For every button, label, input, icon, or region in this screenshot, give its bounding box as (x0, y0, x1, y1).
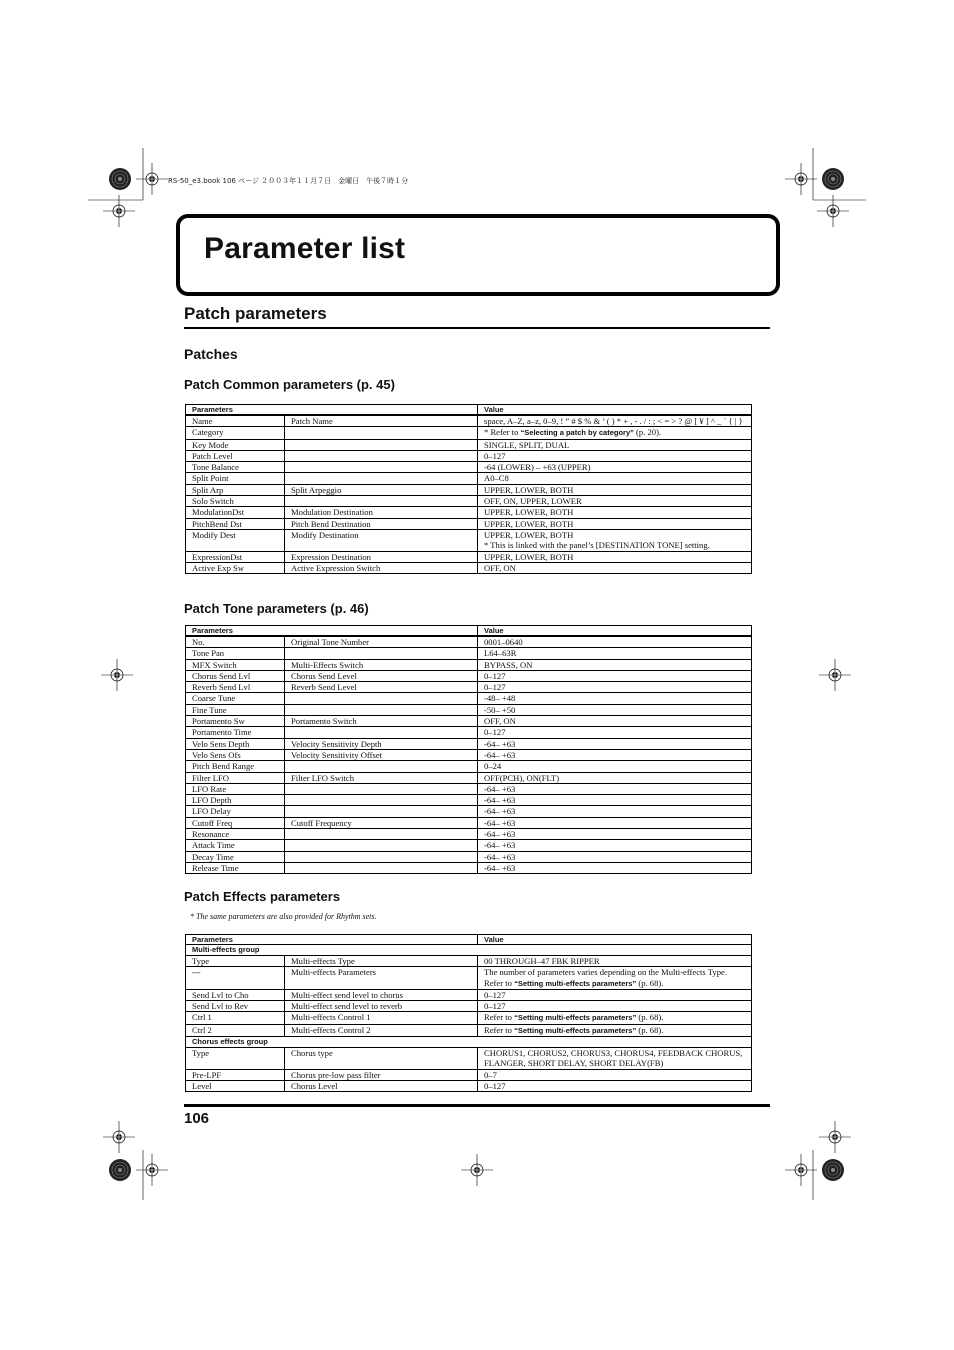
param-value (478, 450, 752, 461)
param-value (478, 749, 752, 760)
table-row (186, 967, 752, 990)
section-rule (184, 327, 770, 329)
param-description: Pitch Bend Destination (285, 518, 478, 529)
table-row (186, 738, 752, 749)
param-value (478, 562, 752, 573)
table-row (186, 415, 752, 427)
param-value (478, 659, 752, 670)
param-value (478, 1001, 752, 1012)
param-description: Multi-Effects Switch (285, 659, 478, 670)
param-name: Filter LFO (186, 772, 285, 783)
param-description: Multi-effects Type (285, 956, 478, 967)
value-text: 0–127 (484, 682, 506, 693)
table-row (186, 989, 752, 1000)
value-text: OFF, ON, UPPER, LOWER (484, 496, 582, 507)
value-text: -64– +63 (484, 851, 516, 862)
param-description: Velocity Sensitivity Depth (285, 738, 478, 749)
value-text: -64– +63 (484, 806, 516, 817)
param-name: Modify Dest (186, 529, 285, 551)
col-value: Value (478, 405, 752, 416)
param-value (478, 1048, 752, 1070)
table-row (186, 851, 752, 862)
param-value (478, 840, 752, 851)
param-description (285, 851, 478, 862)
table-row (186, 462, 752, 473)
table-row (186, 727, 752, 738)
param-value (478, 795, 752, 806)
table-row (186, 806, 752, 817)
param-description: Chorus Level (285, 1080, 478, 1091)
value-page-ref: (p. 68). (636, 1024, 664, 1035)
value-page-ref: (p. 68). (636, 1012, 664, 1023)
param-description (285, 439, 478, 450)
param-name: Type (186, 1048, 285, 1070)
param-name: ExpressionDst (186, 551, 285, 562)
value-text: -64– +63 (484, 749, 516, 760)
value-text: OFF(PCH), ON(FLT) (484, 772, 560, 783)
value-text: 0–127 (484, 450, 506, 461)
param-value (478, 956, 752, 967)
col-value: Value (478, 626, 752, 637)
table-row (186, 473, 752, 484)
table-row (186, 1048, 752, 1070)
subsection-heading: Patches (184, 346, 238, 362)
effects-parameters-table (185, 934, 752, 1092)
param-value (478, 704, 752, 715)
param-description (285, 473, 478, 484)
param-value (478, 829, 752, 840)
value-text: -64– +63 (484, 862, 516, 873)
value-text: UPPER, LOWER, BOTH (484, 529, 574, 540)
param-name: Cutoff Freq (186, 817, 285, 828)
value-text: Refer to (484, 1012, 515, 1023)
param-description (285, 450, 478, 461)
value-text: OFF, ON (484, 716, 516, 727)
param-name: Send Lvl to Rev (186, 1001, 285, 1012)
param-value (478, 1012, 752, 1024)
param-description (285, 427, 478, 439)
effects-note: * The same parameters are also provided for Rhythm sets. (190, 912, 377, 921)
param-name: Tone Pan (186, 648, 285, 659)
group-label: Chorus effects group (186, 1037, 752, 1048)
param-description (285, 761, 478, 772)
param-name: No. (186, 636, 285, 648)
group-row (186, 1037, 752, 1048)
value-text: UPPER, LOWER, BOTH (484, 484, 574, 495)
value-text: -64– +63 (484, 817, 516, 828)
value-text: -48– +48 (484, 693, 516, 704)
table-row (186, 484, 752, 495)
param-value (478, 682, 752, 693)
value-note: * This is linked with the panel’s [DESTINATION TONE] setting. (484, 540, 710, 551)
table-row (186, 648, 752, 659)
value-text: UPPER, LOWER, BOTH (484, 518, 574, 529)
param-description: Filter LFO Switch (285, 772, 478, 783)
value-text: 0–127 (484, 989, 506, 1000)
value-text: -50– +50 (484, 704, 516, 715)
value-text: 0001–0640 (484, 637, 523, 647)
param-description (285, 648, 478, 659)
param-value (478, 670, 752, 681)
common-parameters-table (185, 404, 752, 574)
param-value (478, 862, 752, 873)
param-description: Chorus type (285, 1048, 478, 1070)
param-description: Multi-effects Control 2 (285, 1024, 478, 1036)
table-row (186, 1001, 752, 1012)
param-name: Velo Sens Depth (186, 738, 285, 749)
col-parameters: Parameters (186, 626, 478, 637)
param-name: LFO Depth (186, 795, 285, 806)
value-text: A0–C8 (484, 473, 509, 484)
value-reference: “Setting multi-effects parameters” (514, 978, 637, 988)
value-text: BYPASS, ON (484, 659, 533, 670)
param-value (478, 851, 752, 862)
file-info-header: RS-50_e3.book 106 ページ ２００３年１１月７日 金曜日 午後７時１分 (168, 177, 409, 185)
table-row (186, 716, 752, 727)
param-value (478, 1080, 752, 1091)
value-text: 0–127 (484, 1001, 506, 1012)
param-description: Chorus pre-low pass filter (285, 1069, 478, 1080)
param-description: Active Expression Switch (285, 562, 478, 573)
param-value (478, 783, 752, 794)
param-description: Multi-effect send level to reverb (285, 1001, 478, 1012)
param-name: Chorus Send Lvl (186, 670, 285, 681)
value-text: UPPER, LOWER, BOTH (484, 507, 574, 518)
table-row (186, 427, 752, 439)
table-row (186, 659, 752, 670)
param-description (285, 829, 478, 840)
value-text: -64– +63 (484, 840, 516, 851)
table-row (186, 450, 752, 461)
table-row (186, 840, 752, 851)
param-description (285, 496, 478, 507)
param-description: Multi-effect send level to chorus (285, 989, 478, 1000)
value-text: * Refer to (484, 427, 521, 438)
param-description: Portamento Switch (285, 716, 478, 727)
value-text: -64 (LOWER) – +63 (UPPER) (484, 462, 591, 473)
param-value (478, 415, 752, 427)
value-text: 0–127 (484, 727, 506, 738)
table-row (186, 636, 752, 648)
param-value (478, 636, 752, 648)
value-text: -64– +63 (484, 795, 516, 806)
param-name: Attack Time (186, 840, 285, 851)
group-label: Multi-effects group (186, 945, 752, 956)
col-value: Value (478, 935, 752, 945)
value-reference: “Setting multi-effects parameters” (514, 1013, 637, 1023)
value-text: 0–127 (484, 1080, 506, 1091)
param-description (285, 806, 478, 817)
table-row (186, 507, 752, 518)
param-description (285, 783, 478, 794)
table-row (186, 761, 752, 772)
table-row (186, 693, 752, 704)
value-text: -64– +63 (484, 829, 516, 840)
param-name: Reverb Send Lvl (186, 682, 285, 693)
param-value (478, 496, 752, 507)
value-text: 0–7 (484, 1069, 497, 1080)
param-name: Pre-LPF (186, 1069, 285, 1080)
param-name: MFX Switch (186, 659, 285, 670)
table-row (186, 749, 752, 760)
param-description: Original Tone Number (285, 636, 478, 648)
table-row (186, 439, 752, 450)
param-name: Active Exp Sw (186, 562, 285, 573)
value-text: The number of parameters varies depending on the Multi-effects Type. Refer to (484, 967, 727, 988)
value-text: 0–24 (484, 761, 502, 772)
param-value (478, 462, 752, 473)
param-name: Ctrl 2 (186, 1024, 285, 1036)
tone-parameters-table (185, 625, 752, 874)
value-text: L64–63R (484, 648, 517, 659)
param-name: Type (186, 956, 285, 967)
group-row (186, 945, 752, 956)
param-value (478, 693, 752, 704)
param-value (478, 738, 752, 749)
col-parameters: Parameters (186, 405, 478, 416)
tone-heading: Patch Tone parameters (p. 46) (184, 601, 369, 616)
table-row (186, 1069, 752, 1080)
param-description: Reverb Send Level (285, 682, 478, 693)
table-row (186, 772, 752, 783)
value-page-ref: (p. 68). (636, 977, 664, 988)
param-name: Split Point (186, 473, 285, 484)
param-name: Release Time (186, 862, 285, 873)
param-description (285, 840, 478, 851)
value-text: 00 THROUGH–47 FBK RIPPER (484, 956, 600, 966)
param-name: Ctrl 1 (186, 1012, 285, 1024)
param-name: LFO Rate (186, 783, 285, 794)
param-description: Modify Destination (285, 529, 478, 551)
param-name: Solo Switch (186, 496, 285, 507)
param-description (285, 693, 478, 704)
param-description: Patch Name (285, 415, 478, 427)
param-value (478, 772, 752, 783)
param-description (285, 727, 478, 738)
param-value (478, 806, 752, 817)
param-description: Chorus Send Level (285, 670, 478, 681)
value-text: SINGLE, SPLIT, DUAL (484, 439, 570, 450)
table-row (186, 956, 752, 967)
page-number: 106 (184, 1110, 210, 1127)
param-name: Level (186, 1080, 285, 1091)
param-name: Split Arp (186, 484, 285, 495)
param-description (285, 704, 478, 715)
value-text: Refer to (484, 1024, 515, 1035)
page-title: Parameter list (204, 232, 406, 265)
table-row (186, 518, 752, 529)
param-description (285, 795, 478, 806)
effects-heading: Patch Effects parameters (184, 889, 341, 904)
table-row (186, 1012, 752, 1024)
table-row (186, 783, 752, 794)
param-name: Send Lvl to Cho (186, 989, 285, 1000)
table-row (186, 1024, 752, 1036)
table-row (186, 551, 752, 562)
param-name: Velo Sens Ofs (186, 749, 285, 760)
param-value (478, 507, 752, 518)
table-row (186, 829, 752, 840)
param-name: Portamento Time (186, 727, 285, 738)
param-name: Resonance (186, 829, 285, 840)
param-description: Split Arpeggio (285, 484, 478, 495)
param-value (478, 716, 752, 727)
param-description (285, 462, 478, 473)
value-text: 0–127 (484, 670, 506, 681)
param-value (478, 551, 752, 562)
table-row (186, 682, 752, 693)
param-name: Key Mode (186, 439, 285, 450)
param-name: Category (186, 427, 285, 439)
param-value (478, 518, 752, 529)
param-name: Decay Time (186, 851, 285, 862)
table-row (186, 529, 752, 551)
param-value (478, 439, 752, 450)
value-reference: “Setting multi-effects parameters” (514, 1025, 637, 1035)
section-heading: Patch parameters (184, 304, 327, 323)
param-value (478, 1024, 752, 1036)
value-text: OFF, ON (484, 562, 516, 573)
col-parameters: Parameters (186, 935, 478, 945)
param-value (478, 427, 752, 439)
table-row (186, 670, 752, 681)
common-heading: Patch Common parameters (p. 45) (184, 377, 395, 392)
param-name: PitchBend Dst (186, 518, 285, 529)
param-value (478, 989, 752, 1000)
table-row (186, 817, 752, 828)
param-description (285, 862, 478, 873)
param-value (478, 484, 752, 495)
param-value (478, 817, 752, 828)
param-name: Patch Level (186, 450, 285, 461)
param-description: Expression Destination (285, 551, 478, 562)
param-name: Pitch Bend Range (186, 761, 285, 772)
table-row (186, 496, 752, 507)
param-description: Multi-effects Control 1 (285, 1012, 478, 1024)
value-page-ref: (p. 20). (633, 427, 662, 438)
param-value (478, 1069, 752, 1080)
param-value (478, 648, 752, 659)
table-row (186, 862, 752, 873)
value-text: CHORUS1, CHORUS2, CHORUS3, CHORUS4, FEEDBACK CHORUS, FLANGER, SHORT DELAY, SHORT DELAY(FB) (484, 1048, 743, 1069)
param-name: Name (186, 415, 285, 427)
param-name: Fine Tune (186, 704, 285, 715)
param-value (478, 967, 752, 990)
value-text: -64– +63 (484, 783, 516, 794)
param-value (478, 761, 752, 772)
param-name: Portamento Sw (186, 716, 285, 727)
table-row (186, 795, 752, 806)
footer-rule (184, 1104, 770, 1107)
param-description: Multi-effects Parameters (285, 967, 478, 990)
param-name: --- (186, 967, 285, 990)
table-row (186, 562, 752, 573)
param-name: LFO Delay (186, 806, 285, 817)
param-name: Tone Balance (186, 462, 285, 473)
param-value (478, 473, 752, 484)
param-value (478, 529, 752, 551)
param-description: Velocity Sensitivity Offset (285, 749, 478, 760)
value-text: -64– +63 (484, 738, 516, 749)
param-name: ModulationDst (186, 507, 285, 518)
table-row (186, 704, 752, 715)
value-text: UPPER, LOWER, BOTH (484, 551, 574, 562)
param-value (478, 727, 752, 738)
param-name: Coarse Tune (186, 693, 285, 704)
value-reference: “Selecting a patch by category” (520, 428, 634, 438)
table-row (186, 1080, 752, 1091)
param-description: Cutoff Frequency (285, 817, 478, 828)
value-text: space, A–Z, a–z, 0–9, ! ” # $ % & ’ ( ) * + , - . / : ; < = > ? @ [ ¥ ] ^ _ ` { | } (484, 416, 743, 426)
param-description: Modulation Destination (285, 507, 478, 518)
